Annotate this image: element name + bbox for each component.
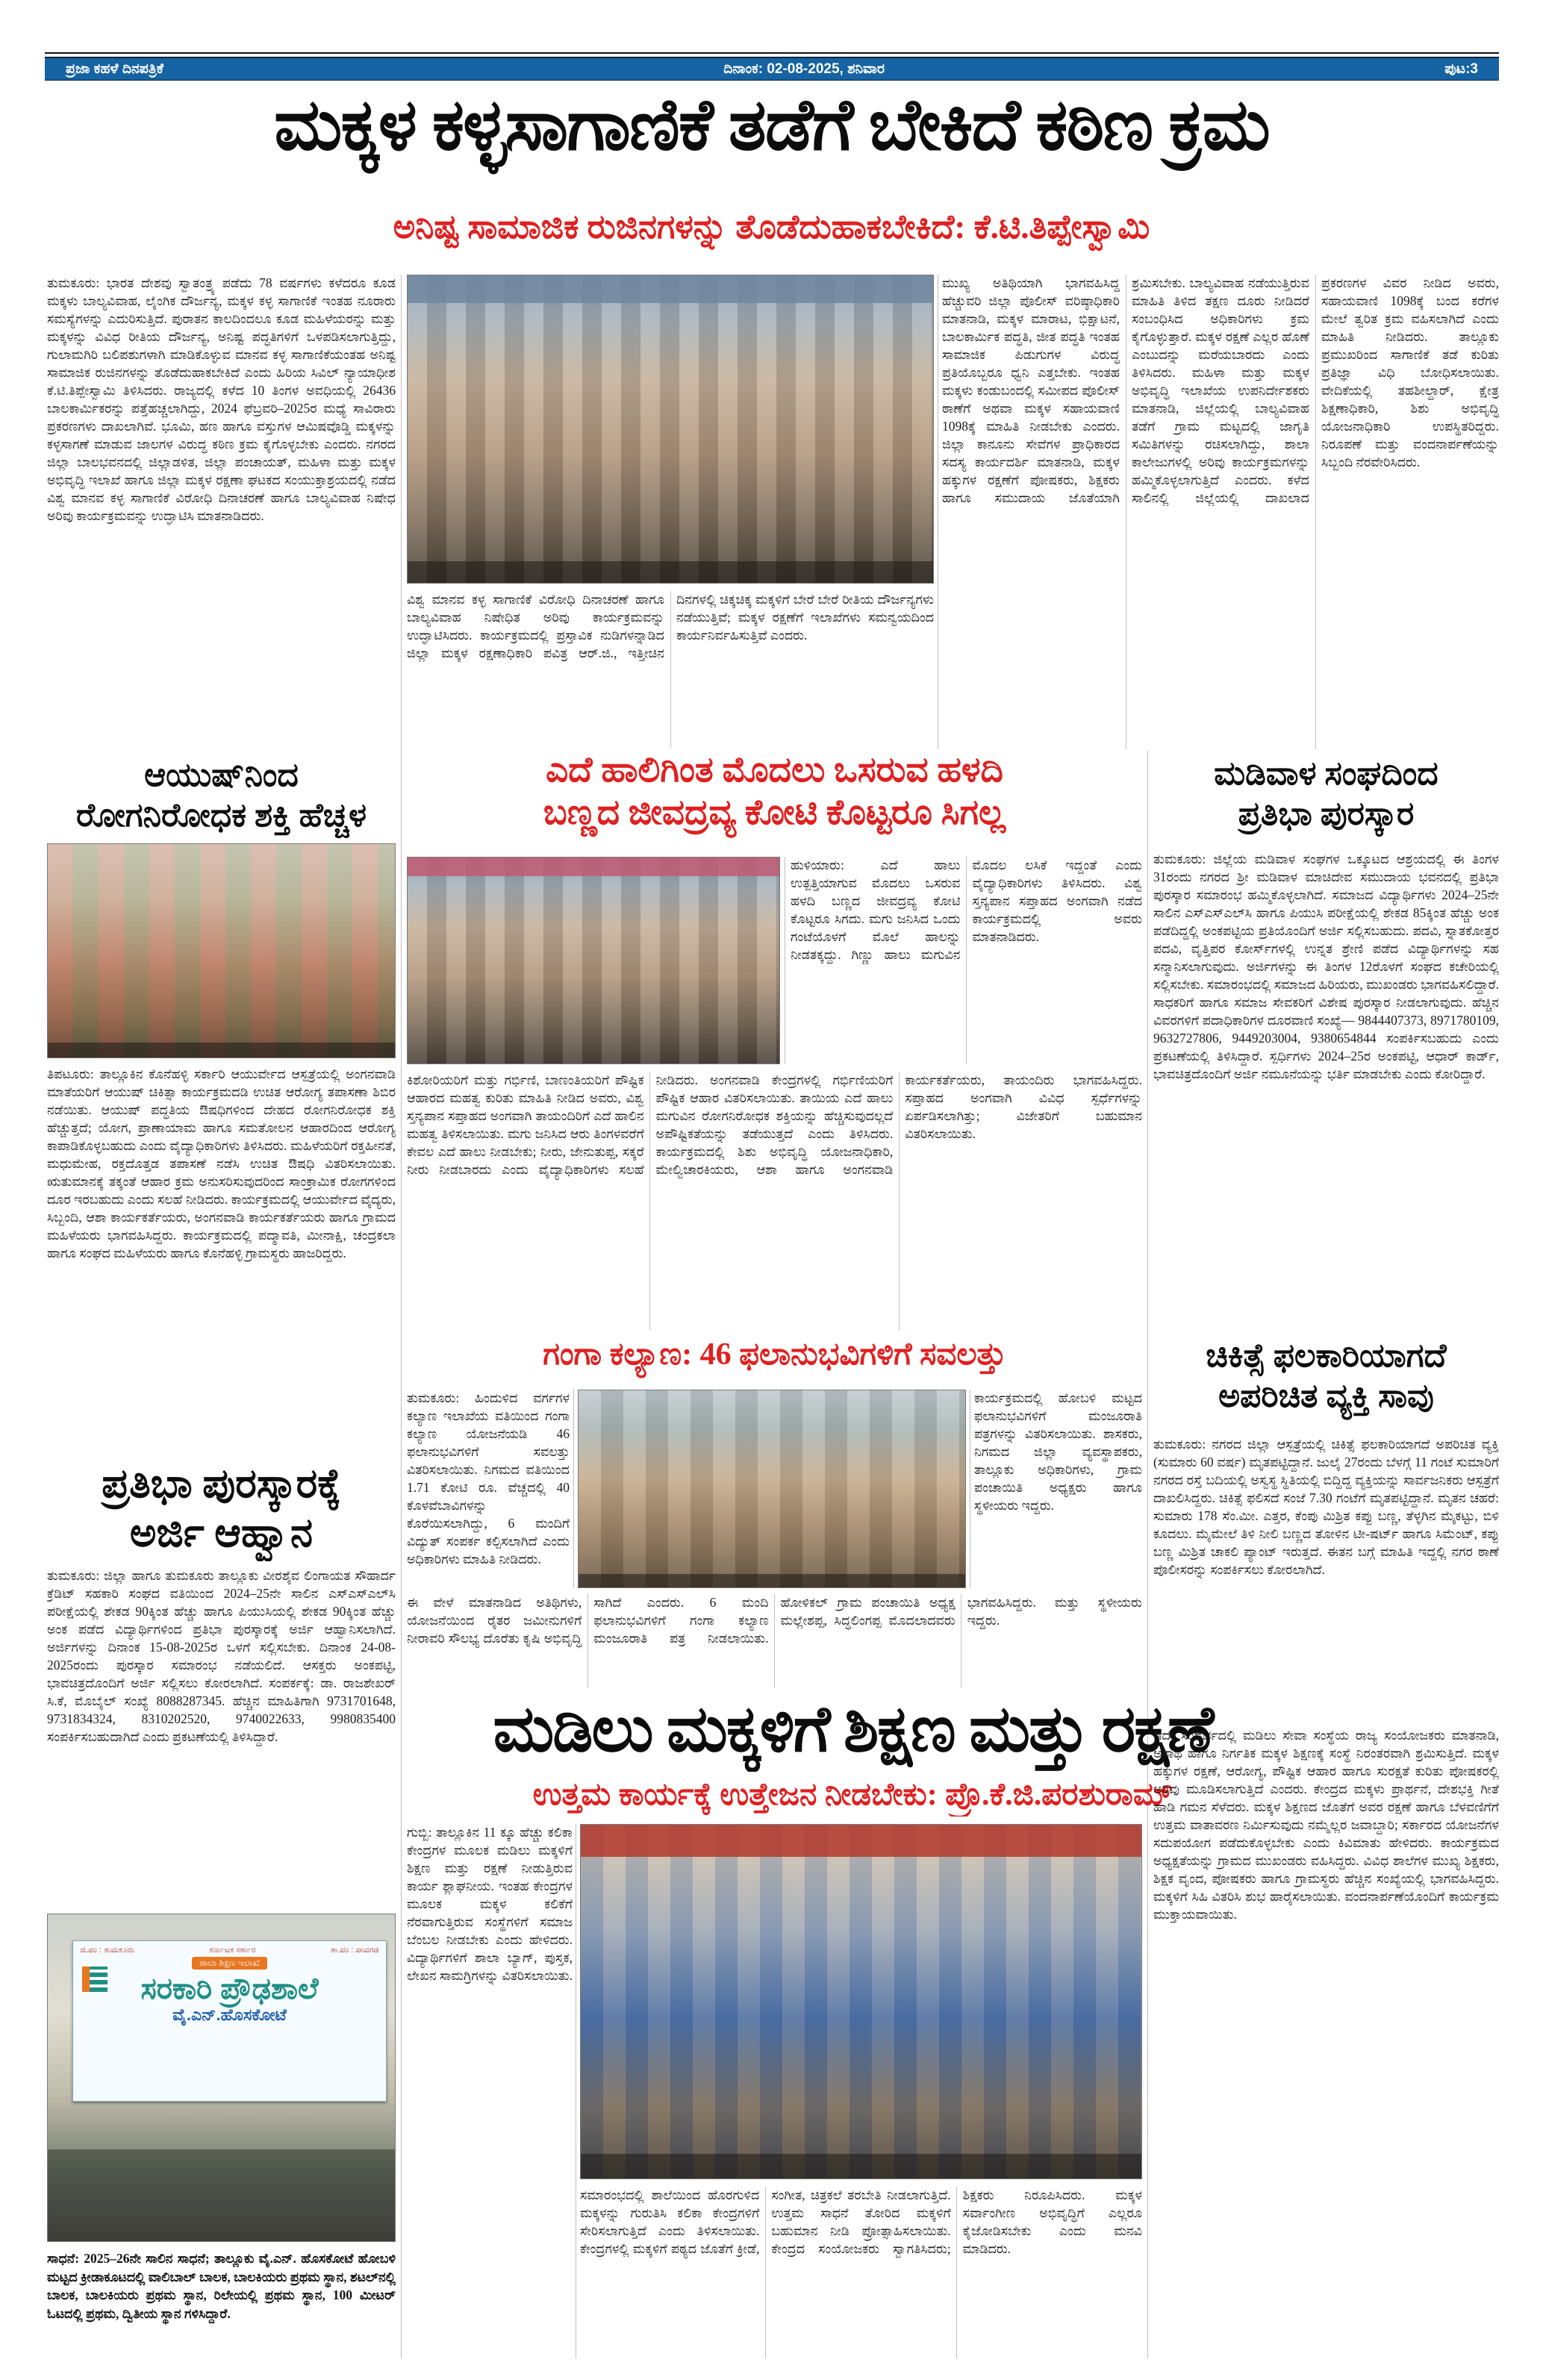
- ganga-photo: [578, 1390, 966, 1588]
- school-sign-board: [72, 1940, 387, 2101]
- madiwala-headline: [1153, 754, 1499, 845]
- colostrum-body-side: ಹುಳಿಯಾರು: ಎದೆ ಹಾಲು ಉತ್ಪತ್ತಿಯಾಗುವ ಮೊದಲು ಒಸರುವ ಹಳದಿ ಬಣ್ಣದ ಜೀವದ್ರವ್ಯ ಕೋಟಿ ಕೊಟ್ಟರೂ ಸಿಗದು. ಮಗು ಜನಿಸಿದ ಒಂದು ಗಂಟೆಯೊಳಗೆ ಮೊಲೆ ಹಾಲನ್ನು ನೀಡತಕ್ಕದ್ದು. ಗಿಣ್ಣು ಹಾಲು ಮಗುವಿನ ಮೊದಲ ಲಸಿಕೆ ಇದ್ದಂತೆ ಎಂದು ವೈದ್ಯಾಧಿಕಾರಿಗಳು ತಿಳಿಸಿದರು. ವಿಶ್ವ ಸ್ತನ್ಯಪಾನ ಸಪ್ತಾಹದ ಅಂಗವಾಗಿ ನಡೆದ ಕಾರ್ಯಕ್ರಮದಲ್ಲಿ ಅವರು ಮಾತನಾಡಿದರು.: [791, 858, 1142, 962]
- ganga-body-left: ತುಮಕೂರು: ಹಿಂದುಳಿದ ವರ್ಗಗಳ ಕಲ್ಯಾಣ ಇಲಾಖೆಯ ವತಿಯಿಂದ ಗಂಗಾ ಕಲ್ಯಾಣ ಯೋಜನೆಯಡಿ 46 ಫಲಾನುಭವಿಗಳಿಗೆ ಸವಲತ್ತು ವಿತರಿಸಲಾಯಿತು. ನಿಗಮದ ವತಿಯಿಂದ 1.71 ಕೋಟಿ ರೂ. ವೆಚ್ಚದಲ್ಲಿ 40 ಕೊಳವೆಬಾವಿಗಳನ್ನು ಕೊರೆಯಿಸಲಾಗಿದ್ದು, 6 ಮಂದಿಗೆ ವಿದ್ಯುತ್ ಸಂಪರ್ಕ ಕಲ್ಪಿಸಲಾಗಿದೆ ಎಂದು ಅಧಿಕಾರಿಗಳು ಮಾಹಿತಿ ನೀಡಿದರು.: [407, 1390, 570, 1567]
- madiwala-headline-line1: ಮಡಿವಾಳ ಸಂಘದಿಂದ: [1214, 755, 1438, 792]
- invite-body: ತುಮಕೂರು: ಜಿಲ್ಲಾ ಹಾಗೂ ತುಮಕೂರು ತಾಲ್ಲೂಕು ವೀರಶೈವ ಲಿಂಗಾಯತ ಸೌಹಾರ್ದ ಕ್ರೆಡಿಟ್ ಸಹಕಾರಿ ಸಂಘದ ವತಿಯಿಂದ 2024–25ನೇ ಸಾಲಿನ ಎಸ್‌ಎಸ್‌ಎಲ್‌ಸಿ ಪರೀಕ್ಷೆಯಲ್ಲಿ ಶೇಕಡ 90ಕ್ಕಿಂತ ಹೆಚ್ಚು ಹಾಗೂ ಪಿಯುಸಿಯಲ್ಲಿ ಶೇಕಡ 90ಕ್ಕಿಂತ ಹೆಚ್ಚು ಅಂಕ ಪಡೆದ ವಿದ್ಯಾರ್ಥಿಗಳಿಂದ ಪ್ರತಿಭಾ ಪುರಸ್ಕಾರಕ್ಕೆ ಅರ್ಜಿ ಆಹ್ವಾನಿಸಲಾಗಿದೆ. ಅರ್ಜಿಗಳನ್ನು ದಿನಾಂಕ 15-08-2025ರ ಒಳಗೆ ಸಲ್ಲಿಸಬೇಕು. ದಿನಾಂಕ 24-08-2025ರಂದು ಪುರಸ್ಕಾರ ಸಮಾರಂಭ ನಡೆಯಲಿದೆ. ಆಸಕ್ತರು ಅಂಕಪಟ್ಟಿ, ಭಾವಚಿತ್ರದೊಂದಿಗೆ ಅರ್ಜಿ ಸಲ್ಲಿಸಲು ಕೋರಲಾಗಿದೆ. ಸಂಪರ್ಕಕ್ಕೆ: ಡಾ. ರಾಜಶೇಖರ್ ಸಿ.ಕೆ, ಮೊಬೈಲ್ ಸಂಖ್ಯೆ 8088287345. ಹೆಚ್ಚಿನ ಮಾಹಿತಿಗಾಗಿ 9731701648, 9731834324, 8310202520, 9740022633, 9980835400 ಸಂಪರ್ಕಿಸಬಹುದಾಗಿದೆ ಎಂದು ಪ್ರಕಟಣೆಯಲ್ಲಿ ತಿಳಿಸಿದ್ದಾರೆ.: [47, 1568, 396, 1744]
- ganga-body-bottom: ಈ ವೇಳೆ ಮಾತನಾಡಿದ ಅತಿಥಿಗಳು, ಯೋಜನೆಯಿಂದ ರೈತರ ಜಮೀನುಗಳಿಗೆ ನೀರಾವರಿ ಸೌಲಭ್ಯ ದೊರೆತು ಕೃಷಿ ಅಭಿವೃದ್ಧಿ ಸಾಗಿದೆ ಎಂದರು. 6 ಮಂದಿ ಫಲಾನುಭವಿಗಳಿಗೆ ಗಂಗಾ ಕಲ್ಯಾಣ ಮಂಜೂರಾತಿ ಪತ್ರ ನೀಡಲಾಯಿತು. ಹೋಳಿಕಲ್ ಗ್ರಾಮ ಪಂಚಾಯಿತಿ ಅಧ್ಯಕ್ಷ ಮಲ್ಲೇಶಪ್ಪ, ಸಿದ್ಧಲಿಂಗಪ್ಪ ಮೊದಲಾದವರು ಭಾಗವಹಿಸಿದ್ದರು. ಮತ್ತು ಸ್ಥಳೀಯರು ಇದ್ದರು.: [407, 1595, 1142, 1646]
- date-line: ದಿನಾಂಕ: 02-08-2025, ಶನಿವಾರ: [723, 60, 885, 77]
- column-rule: [1147, 751, 1148, 2358]
- photo-floor: [408, 561, 933, 583]
- madilu-subheadline: ಉತ್ತಮ ಕಾರ್ಯಕ್ಕೆ ಉತ್ತೇಜನ ನೀಡಬೇಕು: ಪ್ರೊ.ಕೆ.ಜಿ.ಪರಶುರಾಮ್: [532, 1778, 1173, 1812]
- chikitse-headline-line2: ಅಪರಿಚಿತ ವ್ಯಕ್ತಿ ಸಾವು: [1218, 1377, 1434, 1414]
- school-photo: [47, 1914, 396, 2242]
- photo-banner: [408, 858, 779, 876]
- invite-headline: [47, 1460, 396, 1561]
- photo-floor: [579, 1574, 965, 1587]
- school-dept-logo-icon: [82, 1967, 107, 1992]
- colostrum-body-bottom: ಕಿಶೋರಿಯರಿಗೆ ಮತ್ತು ಗರ್ಭಿಣಿ, ಬಾಣಂತಿಯರಿಗೆ ಪೌಷ್ಟಿಕ ಆಹಾರದ ಮಹತ್ವ ಕುರಿತು ಮಾಹಿತಿ ನೀಡಿದ ಅವರು, ವಿಶ್ವ ಸ್ತನ್ಯಪಾನ ಸಪ್ತಾಹದ ಅಂಗವಾಗಿ ತಾಯಂದಿರಿಗೆ ಎದೆ ಹಾಲಿನ ಮಹತ್ವ ತಿಳಿಸಲಾಯಿತು. ಮಗು ಜನಿಸಿದ ಆರು ತಿಂಗಳವರೆಗೆ ಕೇವಲ ಎದೆ ಹಾಲು ನೀಡಬೇಕು; ನೀರು, ಜೇನುತುಪ್ಪ, ಸಕ್ಕರೆ ನೀರು ನೀಡಬಾರದು ಎಂದು ವೈದ್ಯಾಧಿಕಾರಿಗಳು ಸಲಹೆ ನೀಡಿದರು. ಅಂಗನವಾಡಿ ಕೇಂದ್ರಗಳಲ್ಲಿ ಗರ್ಭಿಣಿಯರಿಗೆ ಪೌಷ್ಟಿಕ ಆಹಾರ ವಿತರಿಸಲಾಯಿತು. ತಾಯಿಯ ಎದೆ ಹಾಲು ಮಗುವಿನ ರೋಗನಿರೋಧಕ ಶಕ್ತಿಯನ್ನು ಹೆಚ್ಚಿಸುವುದಲ್ಲದೆ ಅಪೌಷ್ಟಿಕತೆಯನ್ನು ತಡೆಯುತ್ತದೆ ಎಂದು ತಿಳಿಸಿದರು. ಕಾರ್ಯಕ್ರಮದಲ್ಲಿ ಶಿಶು ಅಭಿವೃದ್ಧಿ ಯೋಜನಾಧಿಕಾರಿ, ಮೇಲ್ವಿಚಾರಕಿಯರು, ಆಶಾ ಹಾಗೂ ಅಂಗನವಾಡಿ ಕಾರ್ಯಕರ್ತೆಯರು, ತಾಯಂದಿರು ಭಾಗವಹಿಸಿದ್ದರು. ಸಪ್ತಾಹದ ಅಂಗವಾಗಿ ವಿವಿಧ ಸ್ಪರ್ಧೆಗಳನ್ನು ಏರ್ಪಡಿಸಲಾಗಿತ್ತು; ವಿಜೇತರಿಗೆ ಬಹುಮಾನ ವಿತರಿಸಲಾಯಿತು.: [407, 1072, 1142, 1177]
- madilu-body-right: ಇದೇ ಸಂದರ್ಭದಲ್ಲಿ ಮಡಿಲು ಸೇವಾ ಸಂಸ್ಥೆಯ ರಾಜ್ಯ ಸಂಯೋಜಕರು ಮಾತನಾಡಿ, ಅನಾಥ ಹಾಗೂ ನಿರ್ಗತಿಕ ಮಕ್ಕಳ ಶಿಕ್ಷಣಕ್ಕೆ ಸಂಸ್ಥೆ ನಿರಂತರವಾಗಿ ಶ್ರಮಿಸುತ್ತಿದೆ. ಮಕ್ಕಳ ಹಕ್ಕುಗಳ ರಕ್ಷಣೆ, ಆರೋಗ್ಯ, ಪೌಷ್ಟಿಕ ಆಹಾರ ಹಾಗೂ ಸುರಕ್ಷತೆ ಕುರಿತು ಪೋಷಕರಲ್ಲಿ ಅರಿವು ಮೂಡಿಸಲಾಗುತ್ತಿದೆ ಎಂದರು. ಕೇಂದ್ರದ ಮಕ್ಕಳು ಪ್ರಾರ್ಥನೆ, ದೇಶಭಕ್ತಿ ಗೀತೆ ಹಾಡಿ ಗಮನ ಸೆಳೆದರು. ಮಕ್ಕಳ ಶಿಕ್ಷಣದ ಜೊತೆಗೆ ಅವರ ರಕ್ಷಣೆ ಹಾಗೂ ಬೆಳವಣಿಗೆಗೆ ಉತ್ತಮ ವಾತಾವರಣ ನಿರ್ಮಿಸುವುದು ನಮ್ಮೆಲ್ಲರ ಜವಾಬ್ದಾರಿ; ಸರ್ಕಾರದ ಯೋಜನೆಗಳ ಸದುಪಯೋಗ ಪಡೆದುಕೊಳ್ಳಬೇಕು ಎಂದು ಕಿವಿಮಾತು ಹೇಳಿದರು. ಕಾರ್ಯಕ್ರಮದ ಅಧ್ಯಕ್ಷತೆಯನ್ನು ಗ್ರಾಮದ ಮುಖಂಡರು ವಹಿಸಿದ್ದರು. ವಿವಿಧ ಶಾಲೆಗಳ ಮುಖ್ಯ ಶಿಕ್ಷಕರು, ಶಿಕ್ಷಕ ವೃಂದ, ಪೋಷಕರು ಹಾಗೂ ಗ್ರಾಮಸ್ಥರು ಹೆಚ್ಚಿನ ಸಂಖ್ಯೆಯಲ್ಲಿ ಭಾಗವಹಿಸಿದ್ದರು. ಮಕ್ಕಳಿಗೆ ಸಿಹಿ ವಿತರಿಸಿ ಶುಭ ಹಾರೈಸಲಾಯಿತು. ವಂದನಾರ್ಪಣೆಯೊಂದಿಗೆ ಕಾರ್ಯಕ್ರಮ ಮುಕ್ತಾಯವಾಯಿತು.: [1153, 1728, 1499, 1922]
- page-number: ಪುಟ:3: [1444, 60, 1478, 77]
- school-photo-caption: ಸಾಧನೆ: 2025–26ನೇ ಸಾಲಿನ ಸಾಧನೆ; ತಾಲ್ಲೂಕು ವೈ.ಎನ್. ಹೊಸಕೋಟೆ ಹೋಬಳಿ ಮಟ್ಟದ ಕ್ರೀಡಾಕೂಟದಲ್ಲಿ ವಾಲಿಬಾಲ್ ಬಾಲಕ, ಬಾಲಕಿಯರು ಪ್ರಥಮ ಸ್ಥಾನ, ಶಟಲ್‌ನಲ್ಲಿ ಬಾಲಕ, ಬಾಲಕಿಯರು ಪ್ರಥಮ ಸ್ಥಾನ, ರಿಲೇಯಲ್ಲಿ ಪ್ರಥಮ ಸ್ಥಾನ, 100 ಮೀಟರ್ ಓಟದಲ್ಲಿ ಪ್ರಥಮ, ದ್ವಿತೀಯ ಸ್ಥಾನ ಗಳಿಸಿದ್ದಾರೆ.: [47, 2251, 396, 2321]
- masthead-bar: [45, 57, 1499, 81]
- photo-floor: [581, 2154, 1141, 2178]
- ayush-headline-line2: ರೋಗನಿರೋಧಕ ಶಕ್ತಿ ಹೆಚ್ಚಳ: [75, 796, 367, 834]
- ayush-headline: [47, 755, 396, 839]
- madilu-headline: ಮಡಿಲು ಮಕ್ಕಳಿಗೆ ಶಿಕ್ಷಣ ಮತ್ತು ರಕ್ಷಣೆ: [493, 1696, 1213, 1765]
- chikitse-body: ತುಮಕೂರು: ನಗರದ ಜಿಲ್ಲಾ ಆಸ್ಪತ್ರೆಯಲ್ಲಿ ಚಿಕಿತ್ಸೆ ಫಲಕಾರಿಯಾಗದೆ ಅಪರಿಚಿತ ವ್ಯಕ್ತಿ (ಸುಮಾರು 60 ವರ್ಷ) ಮೃತಪಟ್ಟಿದ್ದಾನೆ. ಜುಲೈ 27ರಂದು ಬೆಳಗ್ಗೆ 11 ಗಂಟೆ ಸುಮಾರಿಗೆ ನಗರದ ರಸ್ತೆ ಬದಿಯಲ್ಲಿ ಅಸ್ವಸ್ಥ ಸ್ಥಿತಿಯಲ್ಲಿ ಬಿದ್ದಿದ್ದ ವ್ಯಕ್ತಿಯನ್ನು ಸಾರ್ವಜನಿಕರು ಆಸ್ಪತ್ರೆಗೆ ದಾಖಲಿಸಿದ್ದರು. ಚಿಕಿತ್ಸೆ ಫಲಿಸದೆ ಸಂಜೆ 7.30 ಗಂಟೆಗೆ ಮೃತಪಟ್ಟಿದ್ದಾನೆ. ಮೃತನ ಚಹರೆ: ಸುಮಾರು 178 ಸೆಂ.ಮೀ. ಎತ್ತರ, ಕೆಂಪು ಮಿಶ್ರಿತ ಕಪ್ಪು ಬಣ್ಣ, ತೆಳ್ಳಗಿನ ಮೈಕಟ್ಟು, ಬಿಳಿ ಕೂದಲು. ಮೈಮೇಲೆ ತಿಳಿ ನೀಲಿ ಬಣ್ಣದ ತೋಳಿನ ಟೀ-ಷರ್ಟ್ ಹಾಗೂ ಸಿಮೆಂಟ್, ಕಪ್ಪು ಬಣ್ಣ ಮಿಶ್ರಿತ ಚಾಕಲಿ ಪ್ಯಾಂಟ್ ಇರುತ್ತದೆ. ಈತನ ಬಗ್ಗೆ ಮಾಹಿತಿ ಇದ್ದಲ್ಲಿ ನಗರ ಠಾಣೆ ಪೊಲೀಸರನ್ನು ಸಂಪರ್ಕಿಸಲು ಕೋರಲಾಗಿದೆ.: [1153, 1437, 1499, 1577]
- lead-body-right: ಮುಖ್ಯ ಅತಿಥಿಯಾಗಿ ಭಾಗವಹಿಸಿದ್ದ ಹೆಚ್ಚುವರಿ ಜಿಲ್ಲಾ ಪೊಲೀಸ್ ವರಿಷ್ಠಾಧಿಕಾರಿ ಮಾತನಾಡಿ, ಮಕ್ಕಳ ಮಾರಾಟ, ಭಿಕ್ಷಾಟನೆ, ಬಾಲಕಾರ್ಮಿಕ ಪದ್ಧತಿ, ಜೀತ ಪದ್ಧತಿ ಇಂತಹ ಸಾಮಾಜಿಕ ಪಿಡುಗುಗಳ ವಿರುದ್ಧ ಪ್ರತಿಯೊಬ್ಬರೂ ಧ್ವನಿ ಎತ್ತಬೇಕು. ಇಂತಹ ಮಕ್ಕಳು ಕಂಡುಬಂದಲ್ಲಿ ಸಮೀಪದ ಪೊಲೀಸ್ ಠಾಣೆಗೆ ಅಥವಾ ಮಕ್ಕಳ ಸಹಾಯವಾಣಿ 1098ಕ್ಕೆ ಮಾಹಿತಿ ನೀಡಬೇಕು ಎಂದರು. ಜಿಲ್ಲಾ ಕಾನೂನು ಸೇವೆಗಳ ಪ್ರಾಧಿಕಾರದ ಸದಸ್ಯ ಕಾರ್ಯದರ್ಶಿ ಮಾತನಾಡಿ, ಮಕ್ಕಳ ಹಕ್ಕುಗಳ ರಕ್ಷಣೆಗೆ ಪೋಷಕರು, ಶಿಕ್ಷಕರು ಹಾಗೂ ಸಮುದಾಯ ಜೊತೆಯಾಗಿ ಶ್ರಮಿಸಬೇಕು. ಬಾಲ್ಯವಿವಾಹ ನಡೆಯುತ್ತಿರುವ ಮಾಹಿತಿ ತಿಳಿದ ತಕ್ಷಣ ದೂರು ನೀಡಿದರೆ ಸಂಬಂಧಿಸಿದ ಅಧಿಕಾರಿಗಳು ಕ್ರಮ ಕೈಗೊಳ್ಳುತ್ತಾರೆ. ಮಕ್ಕಳ ರಕ್ಷಣೆ ಎಲ್ಲರ ಹೊಣೆ ಎಂಬುದನ್ನು ಮರೆಯಬಾರದು ಎಂದು ತಿಳಿಸಿದರು. ಮಹಿಳಾ ಮತ್ತು ಮಕ್ಕಳ ಅಭಿವೃದ್ಧಿ ಇಲಾಖೆಯ ಉಪನಿರ್ದೇಶಕರು ಮಾತನಾಡಿ, ಜಿಲ್ಲೆಯಲ್ಲಿ ಬಾಲ್ಯವಿವಾಹ ತಡೆಗೆ ಗ್ರಾಮ ಮಟ್ಟದಲ್ಲಿ ಜಾಗೃತಿ ಸಮಿತಿಗಳನ್ನು ರಚಿಸಲಾಗಿದ್ದು, ಶಾಲಾ ಕಾಲೇಜುಗಳಲ್ಲಿ ಅರಿವು ಕಾರ್ಯಕ್ರಮಗಳನ್ನು ಹಮ್ಮಿಕೊಳ್ಳಲಾಗುತ್ತಿದೆ ಎಂದರು. ಕಳೆದ ಸಾಲಿನಲ್ಲಿ ಜಿಲ್ಲೆಯಲ್ಲಿ ದಾಖಲಾದ ಪ್ರಕರಣಗಳ ವಿವರ ನೀಡಿದ ಅವರು, ಸಹಾಯವಾಣಿ 1098ಕ್ಕೆ ಬಂದ ಕರೆಗಳ ಮೇಲೆ ತ್ವರಿತ ಕ್ರಮ ವಹಿಸಲಾಗಿದೆ ಎಂದು ಮಾಹಿತಿ ನೀಡಿದರು. ತಾಲ್ಲೂಕು ಪ್ರಮುಖರಿಂದ ಸಾಗಾಣಿಕೆ ತಡೆ ಕುರಿತು ಪ್ರತಿಜ್ಞಾ ವಿಧಿ ಬೋಧಿಸಲಾಯಿತು. ವೇದಿಕೆಯಲ್ಲಿ ತಹಶೀಲ್ದಾರ್, ಕ್ಷೇತ್ರ ಶಿಕ್ಷಣಾಧಿಕಾರಿ, ಶಿಶು ಅಭಿವೃದ್ಧಿ ಯೋಜನಾಧಿಕಾರಿ ಉಪಸ್ಥಿತರಿದ್ದರು. ನಿರೂಪಣೆ ಮತ್ತು ವಂದನಾರ್ಪಣೆಯನ್ನು ಸಿಬ್ಬಂದಿ ನೆರವೇರಿಸಿದರು.: [942, 275, 1499, 505]
- ayush-body: ತಿಪಟೂರು: ತಾಲ್ಲೂಕಿನ ಕೊನೆಹಳ್ಳಿ ಸರ್ಕಾರಿ ಆಯುರ್ವೇದ ಆಸ್ಪತ್ರೆಯಲ್ಲಿ ಅಂಗನವಾಡಿ ಮಾತೆಯರಿಗೆ ಆಯುಷ್ ಚಿಕಿತ್ಸಾ ಕಾರ್ಯಕ್ರಮದಡಿ ಉಚಿತ ಆರೋಗ್ಯ ತಪಾಸಣಾ ಶಿಬಿರ ನಡೆಯಿತು. ಆಯುಷ್ ಪದ್ಧತಿಯ ಔಷಧಿಗಳಿಂದ ದೇಹದ ರೋಗನಿರೋಧಕ ಶಕ್ತಿ ಹೆಚ್ಚುತ್ತದೆ; ಯೋಗ, ಪ್ರಾಣಾಯಾಮ ಹಾಗೂ ಸಮತೋಲನ ಆಹಾರದಿಂದ ಆರೋಗ್ಯ ಕಾಪಾಡಿಕೊಳ್ಳಬಹುದು ಎಂದು ವೈದ್ಯಾಧಿಕಾರಿಗಳು ತಿಳಿಸಿದರು. ಮಹಿಳೆಯರಿಗೆ ರಕ್ತಹೀನತೆ, ಮಧುಮೇಹ, ರಕ್ತದೊತ್ತಡ ತಪಾಸಣೆ ನಡೆಸಿ ಉಚಿತ ಔಷಧಿ ವಿತರಿಸಲಾಯಿತು. ಋತುಮಾನಕ್ಕೆ ತಕ್ಕಂತೆ ಆಹಾರ ಕ್ರಮ ಅನುಸರಿಸುವುದರಿಂದ ಸಾಂಕ್ರಾಮಿಕ ರೋಗಗಳಿಂದ ದೂರ ಇರಬಹುದು ಎಂದು ಸಲಹೆ ನೀಡಿದರು. ಕಾರ್ಯಕ್ರಮದಲ್ಲಿ ಆಯುರ್ವೇದ ವೈದ್ಯರು, ಸಿಬ್ಬಂದಿ, ಆಶಾ ಕಾರ್ಯಕರ್ತೆಯರು, ಅಂಗನವಾಡಿ ಕಾರ್ಯಕರ್ತೆಯರು ಹಾಗೂ ಗ್ರಾಮದ ಮಹಿಳೆಯರು ಭಾಗವಹಿಸಿದ್ದರು. ಕಾರ್ಯಕ್ರಮದಲ್ಲಿ ಪದ್ಮಾವತಿ, ಮೀನಾಕ್ಷಿ, ಚಂದ್ರಕಲಾ ಹಾಗೂ ಸಂಘದ ಮಹಿಳೆಯರು ಹಾಗೂ ಕೊನೆಹಳ್ಳಿ ಗ್ರಾಮಸ್ಥರು ಹಾಜರಿದ್ದರು.: [47, 1066, 396, 1261]
- column-rule: [401, 275, 402, 2358]
- school-sign-govt: ಕರ್ನಾಟಕ ಸರ್ಕಾರ: [209, 1946, 256, 1955]
- photo-students-row: [48, 2149, 395, 2241]
- lead-event-photo: [407, 275, 934, 584]
- photo-banner: [581, 1825, 1141, 1857]
- school-sign-taluk: ತಾ.ಪಂ : ಪಾವಗಡ: [330, 1946, 379, 1955]
- colostrum-photo: [407, 857, 780, 1064]
- photo-floor: [48, 1043, 395, 1058]
- column-rule: [573, 1390, 574, 1588]
- school-sign-subtitle: ವೈ.ಎನ್.ಹೊಸಕೋಟೆ: [172, 2005, 287, 2025]
- invite-headline-line2: ಅರ್ಜಿ ಆಹ್ವಾನ: [129, 1510, 314, 1555]
- school-sign-dept: ಶಾಲಾ ಶಿಕ್ಷಣ ಇಲಾಖೆ: [192, 1957, 266, 1970]
- chikitse-headline: [1153, 1336, 1499, 1430]
- paper-name: ಪ್ರಜಾ ಕಹಳೆ ದಿನಪತ್ರಿಕೆ: [66, 60, 164, 77]
- madilu-body-left: ಗುಬ್ಬಿ: ತಾಲ್ಲೂಕಿನ 11 ಕ್ಕೂ ಹೆಚ್ಚು ಕಲಿಕಾ ಕೇಂದ್ರಗಳ ಮೂಲಕ ಮಡಿಲು ಮಕ್ಕಳಿಗೆ ಶಿಕ್ಷಣ ಮತ್ತು ರಕ್ಷಣೆ ನೀಡುತ್ತಿರುವ ಕಾರ್ಯ ಶ್ಲಾಘನೀಯ. ಇಂತಹ ಕೇಂದ್ರಗಳ ಮೂಲಕ ಮಕ್ಕಳ ಕಲಿಕೆಗೆ ನೆರವಾಗುತ್ತಿರುವ ಸಂಸ್ಥೆಗಳಿಗೆ ಸಮಾಜ ಬೆಂಬಲ ನೀಡಬೇಕು ಎಂದು ಹೇಳಿದರು. ವಿದ್ಯಾರ್ಥಿಗಳಿಗೆ ಶಾಲಾ ಬ್ಯಾಗ್, ಪುಸ್ತಕ, ಲೇಖನ ಸಾಮಗ್ರಿಗಳನ್ನು ವಿತರಿಸಲಾಯಿತು.: [407, 1825, 573, 1983]
- photo-banner: [408, 275, 933, 303]
- school-sign-district: ಜಿ.ಪಂ : ತುಮಕೂರು: [80, 1946, 135, 1955]
- invite-headline-line1: ಪ್ರತಿಭಾ ಪುರಸ್ಕಾರಕ್ಕೆ: [102, 1461, 341, 1506]
- madilu-photo: [580, 1824, 1142, 2179]
- school-sign-title: ಸರಕಾರಿ ಪ್ರೌಢಶಾಲೆ: [140, 1973, 319, 2006]
- colostrum-headline-line2: ಬಣ್ಣದ ಜೀವದ್ರವ್ಯ ಕೋಟಿ ಕೊಟ್ಟರೂ ಸಿಗಲ್ಲ: [543, 793, 1006, 833]
- chikitse-headline-line1: ಚಿಕಿತ್ಸೆ ಫಲಕಾರಿಯಾಗದೆ: [1206, 1337, 1447, 1374]
- top-rule: [45, 52, 1499, 54]
- madiwala-headline-line2: ಪ್ರತಿಭಾ ಪುರಸ್ಕಾರ: [1238, 795, 1415, 832]
- colostrum-headline-line1: ಎದೆ ಹಾಲಿಗಿಂತ ಮೊದಲು ಒಸರುವ ಹಳದಿ: [546, 751, 1003, 790]
- lead-body-left: ತುಮಕೂರು: ಭಾರತ ದೇಶವು ಸ್ವಾತಂತ್ರ್ಯ ಪಡೆದು 78 ವರ್ಷಗಳು ಕಳೆದರೂ ಕೂಡ ಮಕ್ಕಳು ಬಾಲ್ಯವಿವಾಹ, ಲೈಂಗಿಕ ದೌರ್ಜನ್ಯ, ಮಕ್ಕಳ ಕಳ್ಳ ಸಾಗಾಣಿಕೆ ಇಂತಹ ನೂರಾರು ಸಮಸ್ಯೆಗಳನ್ನು ಎದುರಿಸುತ್ತಿದೆ. ಪುರಾತನ ಕಾಲದಿಂದಲೂ ಕೂಡ ಮಹಿಳೆಯರನ್ನು ಮತ್ತು ಮಕ್ಕಳನ್ನು ವಿವಿಧ ರೀತಿಯ ದೌರ್ಜನ್ಯ, ಅನಿಷ್ಟ ಪದ್ಧತಿಗಳಿಗೆ ಒಳಪಡಿಸಲಾಗುತ್ತಿದ್ದು, ಗುಲಾಮಗಿರಿ ಬಲಿಪಶುಗಳಾಗಿ ಮಾಡಿಕೊಳ್ಳುವ ಮಾನವ ಕಳ್ಳ ಸಾಗಾಣಿಕೆಯಂತಹ ಅನಿಷ್ಟ ಸಾಮಾಜಿಕ ರುಜಿನಗಳನ್ನು ತೊಡೆದುಹಾಕಬೇಕಿದೆ ಎಂದು ಹಿರಿಯ ಸಿವಿಲ್ ನ್ಯಾಯಾಧೀಶ ಕೆ.ಟಿ.ತಿಪ್ಪೇಸ್ವಾಮಿ ತಿಳಿಸಿದರು. ರಾಜ್ಯದಲ್ಲಿ ಕಳೆದ 10 ತಿಂಗಳ ಅವಧಿಯಲ್ಲಿ 26436 ಬಾಲಕಾರ್ಮಿಕರನ್ನು ಪತ್ತೆಹಚ್ಚಲಾಗಿದ್ದು, 2024 ಫೆಬ್ರವರಿ–2025ರ ಮಧ್ಯೆ ಸಾವಿರಾರು ಪ್ರಕರಣಗಳು ದಾಖಲಾಗಿವೆ. ಭೂಮಿ, ಹಣ ಹಾಗೂ ವಸ್ತುಗಳ ಆಮಿಷವೊಡ್ಡಿ ಮಕ್ಕಳನ್ನು ಕಳ್ಳಸಾಗಣೆ ಮಾಡುವ ಜಾಲಗಳ ವಿರುದ್ಧ ಕಠಿಣ ಕ್ರಮ ಕೈಗೊಳ್ಳಬೇಕು ಎಂದರು. ನಗರದ ಜಿಲ್ಲಾ ಬಾಲಭವನದಲ್ಲಿ ಜಿಲ್ಲಾಡಳಿತ, ಜಿಲ್ಲಾ ಪಂಚಾಯತ್, ಮಹಿಳಾ ಮತ್ತು ಮಕ್ಕಳ ಅಭಿವೃದ್ಧಿ ಇಲಾಖೆ ಹಾಗೂ ಜಿಲ್ಲಾ ಮಕ್ಕಳ ರಕ್ಷಣಾ ಘಟಕದ ಸಂಯುಕ್ತಾಶ್ರಯದಲ್ಲಿ ನಡೆದ ವಿಶ್ವ ಮಾನವ ಕಳ್ಳ ಸಾಗಾಣಿಕೆ ವಿರೋಧಿ ದಿನಾಚರಣೆ ಹಾಗೂ ಬಾಲ್ಯವಿವಾಹ ನಿಷೇಧ ಅರಿವು ಕಾರ್ಯಕ್ರಮವನ್ನು ಉದ್ಘಾಟಿಸಿ ಮಾತನಾಡಿದರು.: [47, 275, 396, 523]
- lead-body-below: ವಿಶ್ವ ಮಾನವ ಕಳ್ಳ ಸಾಗಾಣಿಕೆ ವಿರೋಧಿ ದಿನಾಚರಣೆ ಹಾಗೂ ಬಾಲ್ಯವಿವಾಹ ನಿಷೇಧಿತ ಅರಿವು ಕಾರ್ಯಕ್ರಮವನ್ನು ಉದ್ಘಾಟಿಸಿದರು. ಕಾರ್ಯಕ್ರಮದಲ್ಲಿ ಪ್ರಸ್ತಾವಿಕ ನುಡಿಗಳನ್ನಾಡಿದ ಜಿಲ್ಲಾ ಮಕ್ಕಳ ರಕ್ಷಣಾಧಿಕಾರಿ ಪವಿತ್ರ ಆರ್.ಜಿ., ಇತ್ತೀಚಿನ ದಿನಗಳಲ್ಲಿ ಚಿಕ್ಕಚಿಕ್ಕ ಮಕ್ಕಳಿಗೆ ಬೇರೆ ಬೇರೆ ರೀತಿಯ ದೌರ್ಜನ್ಯಗಳು ನಡೆಯುತ್ತಿವೆ; ಮಕ್ಕಳ ರಕ್ಷಣೆಗೆ ಇಲಾಖೆಗಳು ಸಮನ್ವಯದಿಂದ ಕಾರ್ಯನಿರ್ವಹಿಸುತ್ತಿವೆ ಎಂದರು.: [407, 592, 934, 660]
- ayush-headline-line1: ಆಯುಷ್‌ನಿಂದ: [144, 757, 299, 793]
- lead-headline: ಮಕ್ಕಳ ಕಳ್ಳಸಾಗಾಣಿಕೆ ತಡೆಗೆ ಬೇಕಿದೆ ಕಠಿಣ ಕ್ರಮ: [274, 88, 1269, 165]
- madiwala-body: ತುಮಕೂರು: ಜಿಲ್ಲೆಯ ಮಡಿವಾಳ ಸಂಘಗಳ ಒಕ್ಕೂಟದ ಆಶ್ರಯದಲ್ಲಿ ಈ ತಿಂಗಳ 31ರಂದು ನಗರದ ಶ್ರೀ ಮಡಿವಾಳ ಮಾಚಿದೇವ ಸಮುದಾಯ ಭವನದಲ್ಲಿ ಪ್ರತಿಭಾ ಪುರಸ್ಕಾರ ಸಮಾರಂಭ ಹಮ್ಮಿಕೊಳ್ಳಲಾಗಿದೆ. ಸಮಾಜದ ವಿದ್ಯಾರ್ಥಿಗಳು 2024–25ನೇ ಸಾಲಿನ ಎಸ್‌ಎಸ್‌ಎಲ್‌ಸಿ ಹಾಗೂ ಪಿಯುಸಿ ಪರೀಕ್ಷೆಯಲ್ಲಿ ಶೇಕಡ 85ಕ್ಕಿಂತ ಹೆಚ್ಚು ಅಂಕ ಪಡೆದಿದ್ದಲ್ಲಿ ಅಂಕಪಟ್ಟಿಯ ಪ್ರತಿಯೊಂದಿಗೆ ಅರ್ಜಿ ಸಲ್ಲಿಸಬಹುದು. ಪದವಿ, ಸ್ನಾತಕೋತ್ತರ ಪದವಿ, ವೃತ್ತಿಪರ ಕೋರ್ಸ್‌ಗಳಲ್ಲಿ ಉನ್ನತ ಶ್ರೇಣಿ ಪಡೆದ ವಿದ್ಯಾರ್ಥಿಗಳನ್ನು ಸಹ ಸನ್ಮಾನಿಸಲಾಗುವುದು. ಅರ್ಜಿಗಳನ್ನು ಈ ತಿಂಗಳ 12ರೊಳಗೆ ಸಂಘದ ಕಚೇರಿಯಲ್ಲಿ ಸಲ್ಲಿಸಬೇಕು. ಸಮಾರಂಭದಲ್ಲಿ ಸಮಾಜದ ಹಿರಿಯರು, ಮುಖಂಡರು ಭಾಗವಹಿಸಲಿದ್ದಾರೆ. ಸಾಧಕರಿಗೆ ಹಾಗೂ ಸಮಾಜ ಸೇವಕರಿಗೆ ವಿಶೇಷ ಪುರಸ್ಕಾರ ನೀಡಲಾಗುವುದು. ಹೆಚ್ಚಿನ ವಿವರಗಳಿಗೆ ಪದಾಧಿಕಾರಿಗಳ ದೂರವಾಣಿ ಸಂಖ್ಯೆ— 9844407373, 8971780109, 9632727806, 9449203004, 9380654844 ಸಂಪರ್ಕಿಸಬಹುದು ಎಂದು ಪ್ರಕಟಣೆಯಲ್ಲಿ ತಿಳಿಸಿದ್ದಾರೆ. ಸ್ಪರ್ಧಿಗಳು 2024–25ರ ಅಂಕಪಟ್ಟಿ, ಆಧಾರ್ ಕಾರ್ಡ್, ಭಾವಚಿತ್ರದೊಂದಿಗೆ ಅರ್ಜಿ ನಮೂನೆಯನ್ನು ಭರ್ತಿ ಮಾಡಬೇಕು ಎಂದು ಕೋರಿದ್ದಾರೆ.: [1153, 852, 1499, 1081]
- madilu-body-bottom: ಸಮಾರಂಭದಲ್ಲಿ ಶಾಲೆಯಿಂದ ಹೊರಗುಳಿದ ಮಕ್ಕಳನ್ನು ಗುರುತಿಸಿ ಕಲಿಕಾ ಕೇಂದ್ರಗಳಿಗೆ ಸೇರಿಸಲಾಗುತ್ತಿದೆ ಎಂದು ತಿಳಿಸಲಾಯಿತು. ಕೇಂದ್ರಗಳಲ್ಲಿ ಮಕ್ಕಳಿಗೆ ಪಠ್ಯದ ಜೊತೆಗೆ ಕ್ರೀಡೆ, ಸಂಗೀತ, ಚಿತ್ರಕಲೆ ತರಬೇತಿ ನೀಡಲಾಗುತ್ತಿದೆ. ಉತ್ತಮ ಸಾಧನೆ ತೋರಿದ ಮಕ್ಕಳಿಗೆ ಬಹುಮಾನ ನೀಡಿ ಪ್ರೋತ್ಸಾಹಿಸಲಾಯಿತು. ಕೇಂದ್ರದ ಸಂಯೋಜಕರು ಸ್ವಾಗತಿಸಿದರು; ಶಿಕ್ಷಕರು ನಿರೂಪಿಸಿದರು. ಮಕ್ಕಳ ಸರ್ವಾಂಗೀಣ ಅಭಿವೃದ್ಧಿಗೆ ಎಲ್ಲರೂ ಕೈಜೋಡಿಸಬೇಕು ಎಂದು ಮನವಿ ಮಾಡಿದರು.: [580, 2187, 1142, 2256]
- colostrum-headline: [407, 749, 1142, 851]
- lead-subheadline: ಅನಿಷ್ಟ ಸಾಮಾಜಿಕ ರುಜಿನಗಳನ್ನು ತೊಡೆದುಹಾಕಬೇಕಿದೆ: ಕೆ.ಟಿ.ತಿಪ್ಪೇಸ್ವಾಮಿ: [393, 209, 1150, 246]
- ayush-photo: [47, 843, 396, 1058]
- ganga-headline: ಗಂಗಾ ಕಲ್ಯಾಣ: 46 ಫಲಾನುಭವಿಗಳಿಗೆ ಸವಲತ್ತು: [543, 1337, 1006, 1372]
- ganga-body-right: ಕಾರ್ಯಕ್ರಮದಲ್ಲಿ ಹೋಬಳಿ ಮಟ್ಟದ ಫಲಾನುಭವಿಗಳಿಗೆ ಮಂಜೂರಾತಿ ಪತ್ರಗಳನ್ನು ವಿತರಿಸಲಾಯಿತು. ಶಾಸಕರು, ನಿಗಮದ ಜಿಲ್ಲಾ ವ್ಯವಸ್ಥಾಪಕರು, ತಾಲ್ಲೂಕು ಅಧಿಕಾರಿಗಳು, ಗ್ರಾಮ ಪಂಚಾಯಿತಿ ಅಧ್ಯಕ್ಷರು ಹಾಗೂ ಸ್ಥಳೀಯರು ಇದ್ದರು.: [974, 1390, 1142, 1513]
